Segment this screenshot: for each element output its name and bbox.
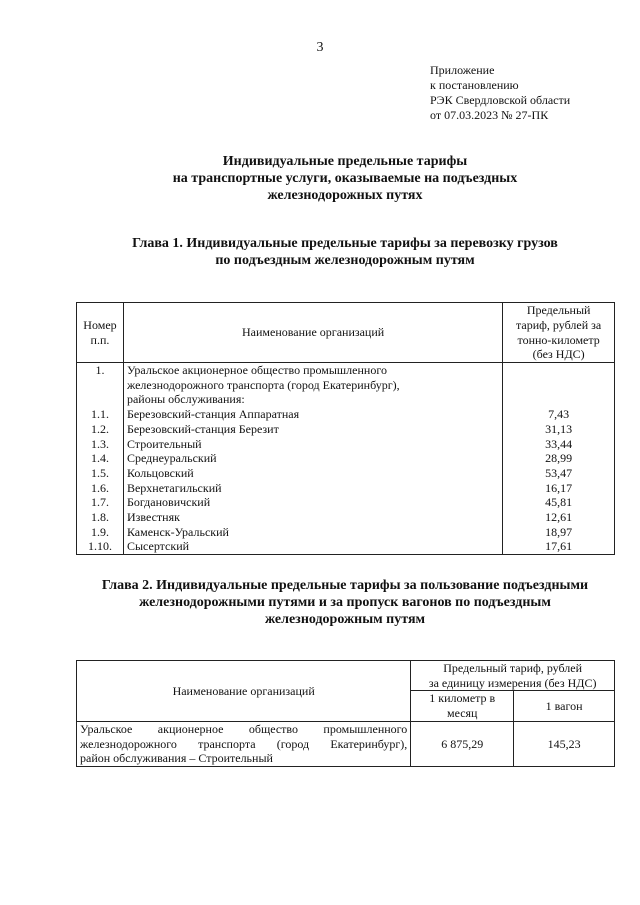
header-name: Наименование организаций — [123, 303, 502, 363]
row-value: 16,17 — [503, 481, 615, 496]
document-title-line: железнодорожных путях — [267, 188, 423, 203]
row-number: 1.1. — [77, 407, 124, 422]
row-value: 31,13 — [503, 422, 615, 437]
header-text: п.п. — [90, 332, 110, 347]
org-line: районы обслуживания: — [126, 392, 245, 407]
row-name: Строительный — [123, 437, 502, 452]
row-number: 1.5. — [77, 466, 124, 481]
row-value: 7,43 — [503, 407, 615, 422]
table-row — [77, 525, 615, 540]
page-number: 3 — [316, 40, 324, 55]
header-km — [411, 691, 514, 721]
row-name: Кольцовский — [123, 466, 502, 481]
org-line: железнодорожного транспорта (город Екатеринбург), — [126, 377, 400, 392]
header-text: Предельный — [526, 303, 591, 318]
row-org-name — [77, 721, 411, 766]
table-row — [77, 407, 615, 422]
row-org-name — [123, 363, 502, 408]
row-value — [503, 363, 615, 408]
header-text: месяц — [446, 706, 478, 721]
row-value: 28,99 — [503, 451, 615, 466]
row-value: 53,47 — [503, 466, 615, 481]
row-number: 1.4. — [77, 451, 124, 466]
tariff-table-2 — [76, 660, 615, 767]
header-text: за единицу измерения (без НДС) — [428, 675, 597, 690]
row-number: 1.7. — [77, 495, 124, 510]
table-row — [77, 451, 615, 466]
header-wagon: 1 вагон — [514, 691, 615, 721]
row-value: 17,61 — [503, 539, 615, 554]
appendix-line: РЭК Свердловской области — [430, 93, 571, 107]
appendix-line: от 07.03.2023 № 27-ПК — [430, 108, 549, 122]
row-name: Богдановичский — [123, 495, 502, 510]
value-km: 6 875,29 — [411, 721, 514, 766]
row-number: 1.2. — [77, 422, 124, 437]
table-header-row — [77, 303, 615, 363]
document-title-line: на транспортные услуги, оказываемые на подъездных — [172, 171, 518, 186]
row-number: 1.9. — [77, 525, 124, 540]
table-row — [77, 437, 615, 452]
chapter2-title-line: железнодорожным путям — [264, 612, 426, 627]
row-value: 33,44 — [503, 437, 615, 452]
chapter1-title-line: Глава 1. Индивидуальные предельные тарифы за перевозку грузов — [132, 236, 558, 251]
row-number: 1. — [77, 363, 124, 408]
org-line: Уральское акционерное общество промышленного — [126, 363, 387, 377]
chapter1-title — [0, 235, 640, 269]
header-text: 1 километр в — [429, 691, 496, 706]
row-number: 1.6. — [77, 481, 124, 496]
row-name: Среднеуральский — [123, 451, 502, 466]
row-name: Каменск-Уральский — [123, 525, 502, 540]
table-row — [77, 363, 615, 408]
table-row — [77, 495, 615, 510]
chapter2-title-line: Глава 2. Индивидуальные предельные тарифы за пользование подъездными — [101, 578, 589, 593]
appendix-line: к постановлению — [430, 78, 519, 92]
table-row — [77, 422, 615, 437]
table-row — [77, 721, 615, 766]
header-text: (без НДС) — [532, 347, 585, 362]
document-title — [0, 153, 640, 204]
header-tariff — [503, 303, 615, 363]
org-line: Уральское акционерное общество промышленного — [80, 721, 408, 736]
row-value: 12,61 — [503, 510, 615, 525]
header-tariff — [411, 661, 615, 691]
header-text: тариф, рублей за — [516, 317, 602, 332]
row-number: 1.3. — [77, 437, 124, 452]
table-row — [77, 510, 615, 525]
row-name: Сысертский — [123, 539, 502, 554]
row-number: 1.10. — [77, 539, 124, 554]
row-name: Известняк — [123, 510, 502, 525]
appendix-line: Приложение — [430, 63, 495, 77]
table-row — [77, 481, 615, 496]
chapter1-title-line: по подъездным железнодорожным путям — [215, 253, 475, 268]
table-header-row — [77, 661, 615, 691]
appendix-note — [430, 63, 570, 123]
org-line: район обслуживания – Строительный — [80, 751, 273, 766]
row-name: Березовский-станция Березит — [123, 422, 502, 437]
row-name: Березовский-станция Аппаратная — [123, 407, 502, 422]
header-number — [77, 303, 124, 363]
value-wagon: 145,23 — [514, 721, 615, 766]
table-row — [77, 539, 615, 554]
row-number: 1.8. — [77, 510, 124, 525]
row-value: 45,81 — [503, 495, 615, 510]
org-line: железнодорожного транспорта (город Екатеринбург), — [80, 736, 408, 751]
header-text: Предельный тариф, рублей — [443, 661, 583, 675]
header-name: Наименование организаций — [77, 661, 411, 722]
header-text: тонно-километр — [517, 332, 600, 347]
row-value: 18,97 — [503, 525, 615, 540]
header-text: Номер — [83, 317, 117, 332]
row-name: Верхнетагильский — [123, 481, 502, 496]
document-title-line: Индивидуальные предельные тарифы — [222, 154, 468, 169]
tariff-table-1 — [76, 302, 615, 555]
chapter2-title — [0, 577, 640, 628]
table-row — [77, 466, 615, 481]
chapter2-title-line: железнодорожными путями и за пропуск вагонов по подъездным — [139, 595, 551, 610]
